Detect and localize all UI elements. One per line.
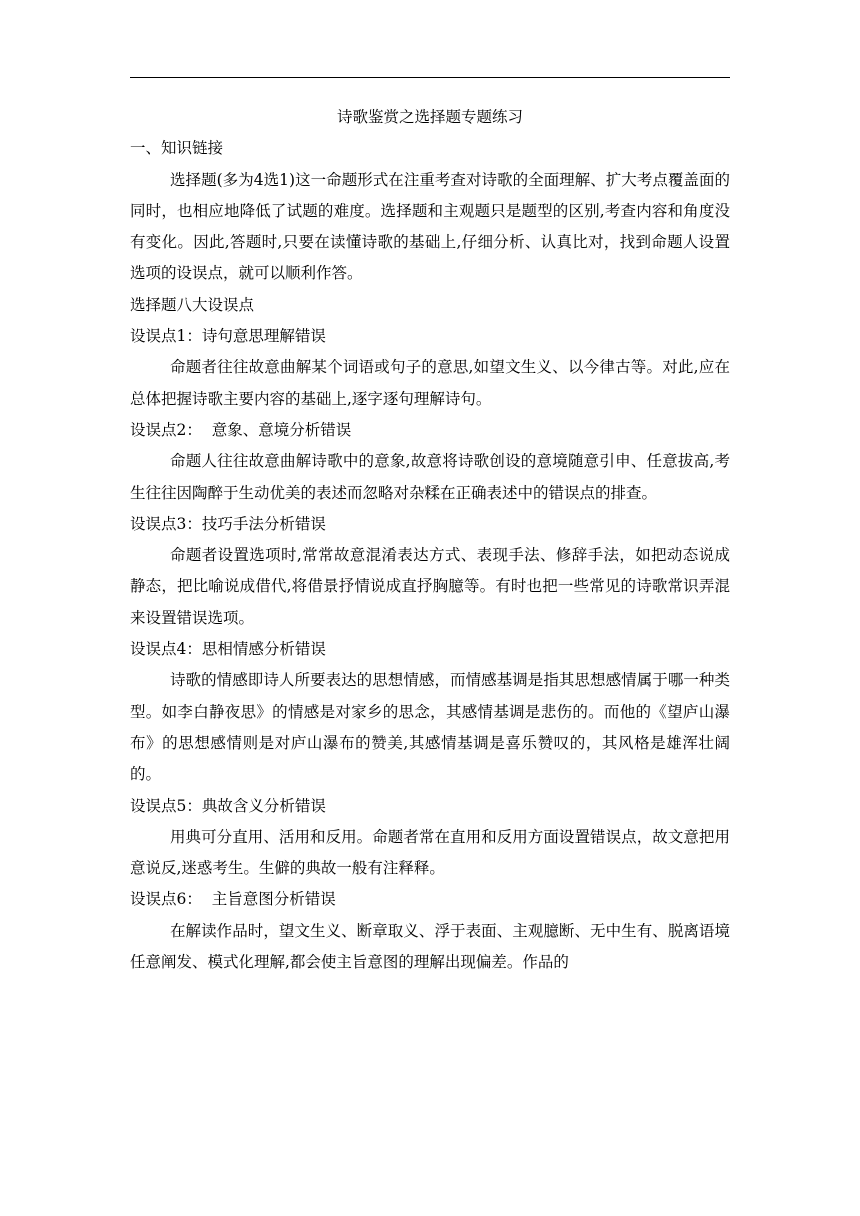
point-heading: 设误点2： 意象、意境分析错误 (130, 420, 352, 439)
point-paragraph: 命题者设置选项时,常常故意混淆表达方式、表现手法、修辞手法，如把动态说成静态，把比喻说成借代,将借景抒情说成直抒胸臆等。有时也把一些常见的诗歌常识弄混来设置错误选项。 (130, 546, 730, 627)
point-paragraph: 在解读作品时，望文生义、断章取义、浮于表面、主观臆断、无中生有、脱离语境任意阐发、模式化理解,都会使主旨意图的理解出现偏差。作品的 (130, 921, 730, 972)
point-paragraph: 命题者往往故意曲解某个词语或句子的意思,如望文生义、以今律古等。对此,应在总体把握诗歌主要内容的基础上,逐字逐句理解诗句。 (130, 358, 730, 408)
point-heading: 设误点5：典故含义分析错误 (130, 796, 326, 815)
point-paragraph: 命题人往往故意曲解诗歌中的意象,故意将诗歌创设的意境随意引申、任意拔高,考生往往因陶醉于生动优美的表述而忽略对杂糅在正确表述中的错误点的排查。 (130, 452, 730, 502)
point-paragraph: 用典可分直用、活用和反用。命题者常在直用和反用方面设置错误点，故文意把用意说反,迷惑考生。生僻的典故一般有注释释。 (130, 827, 730, 878)
document-title: 诗歌鉴赏之选择题专题练习 (336, 108, 523, 126)
intro-paragraph: 选择题(多为4选1)这一命题形式在注重考查对诗歌的全面理解、扩大考点覆盖面的同时，也相应地降低了试题的难度。选择题和主观题只是题型的区别,考查内容和角度没有变化。因此,答题时,只要在读懂诗歌的基础上,仔细分析、认真比对，找到命题人设置选项的设误点，就可以顺利作答。 (130, 170, 730, 283)
point-heading: 设误点3：技巧手法分析错误 (130, 514, 326, 533)
section-heading: 一、知识链接 (130, 139, 224, 158)
point-heading: 设误点4：思相情感分析错误 (130, 640, 326, 659)
document-body (130, 102, 730, 978)
point-heading: 设误点1：诗句意思理解错误 (130, 327, 326, 346)
header-rule (130, 77, 730, 78)
point-paragraph: 诗歌的情感即诗人所要表达的思想情感，而情感基调是指其思想感情属于哪一种类型。如李白静夜思》的情感是对家乡的思念，其感情基调是悲伤的。而他的《望庐山瀑布》的思想感情则是对庐山瀑布的赞美,其感情基调是喜乐赞叹的，其风格是雄浑壮阔的。 (130, 671, 730, 784)
subheading: 选择题八大设误点 (130, 295, 255, 314)
point-heading: 设误点6： 主旨意图分析错误 (130, 890, 336, 909)
